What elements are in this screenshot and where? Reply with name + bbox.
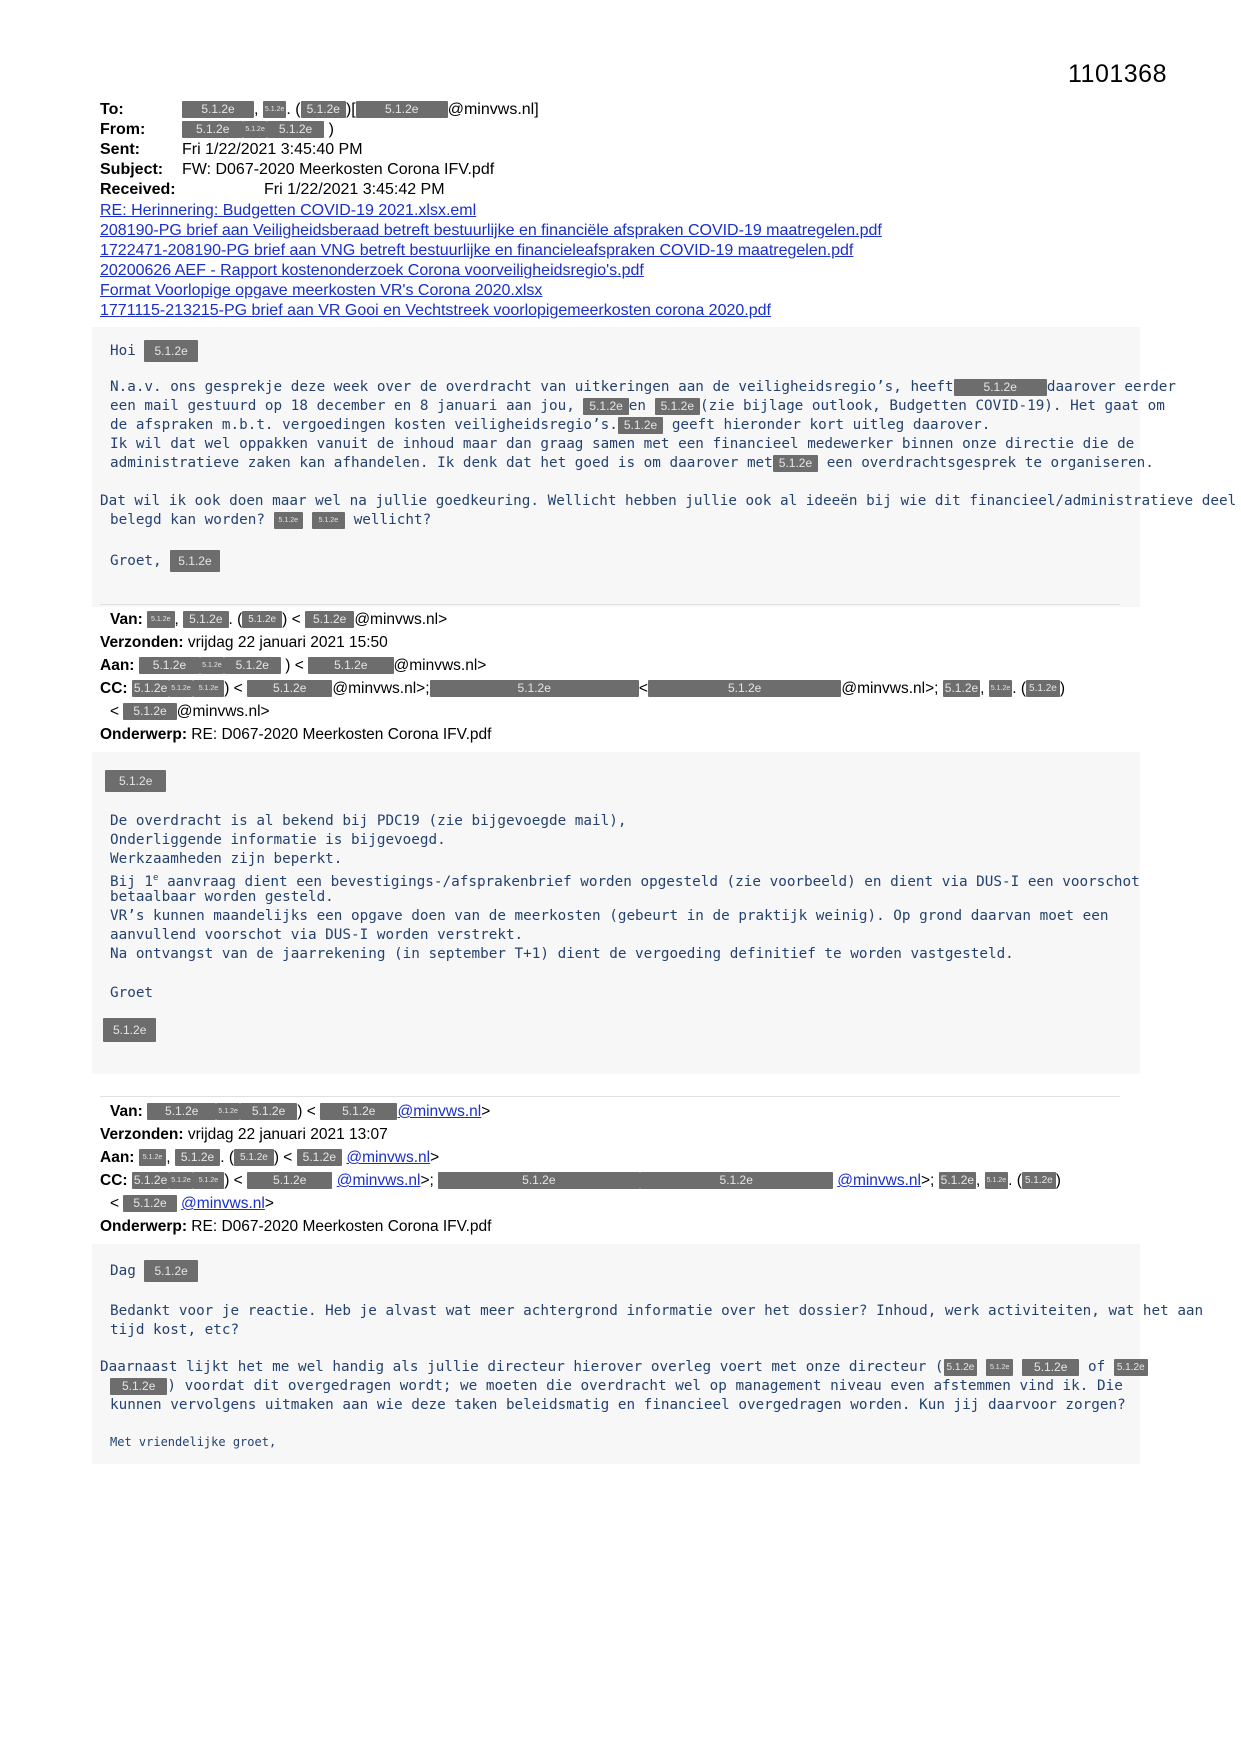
aan-label: Aan: xyxy=(100,1149,135,1166)
redaction: 5.1.2e xyxy=(139,1149,166,1166)
greeting xyxy=(110,340,198,362)
redaction: 5.1.2e xyxy=(123,1195,176,1212)
redaction: 5.1.2e xyxy=(234,1149,274,1166)
from-row: From: 5.1.2e 5.1.2e 5.1.2e ) xyxy=(100,121,334,138)
redaction: 5.1.2e xyxy=(356,101,448,118)
sent-row xyxy=(100,140,539,160)
paragraph-line: Werkzaamheden zijn beperkt. xyxy=(110,851,343,867)
text: daarover eerder xyxy=(1046,379,1177,395)
paragraph-line xyxy=(100,1358,1148,1377)
redaction: 5.1.2e xyxy=(312,512,345,529)
text: en xyxy=(628,398,647,414)
text: Groet, xyxy=(110,553,162,569)
cc-row: CC: 5.1.2e 5.1.2e 5.1.2e ) < 5.1.2e @minvws.nl>; 5.1.2e < 5.1.2e @minvws.nl>; 5.1.2e , 5.1.2e . ( 5.1.2e ) xyxy=(100,680,1066,697)
message-body-3 xyxy=(92,1244,1140,1464)
redaction: 5.1.2e xyxy=(655,398,700,415)
redaction: 5.1.2e xyxy=(1022,1359,1079,1376)
paragraph-line: VR’s kunnen maandelijks een opgave doen van de meerkosten (gebeurt in de praktijk weinig). Op grond daarvan moet een xyxy=(110,908,1109,924)
text: geeft hieronder kort uitleg daarover. xyxy=(671,417,991,433)
paragraph-line: aanvullend voorschot via DUS-I worden verstrekt. xyxy=(110,927,524,943)
redaction: 5.1.2e xyxy=(640,1172,833,1189)
closing: Groet xyxy=(110,985,154,1001)
redaction: 5.1.2e xyxy=(224,657,281,674)
redaction: 5.1.2e xyxy=(147,611,174,628)
redaction: 5.1.2e xyxy=(240,1103,297,1120)
onderwerp-value: RE: D067-2020 Meerkosten Corona IFV.pdf xyxy=(191,1218,492,1235)
divider xyxy=(100,1096,1120,1097)
redaction: 5.1.2e xyxy=(193,680,224,697)
redaction: 5.1.2e xyxy=(110,1378,167,1395)
cc-row: CC: 5.1.2e 5.1.2e 5.1.2e ) < 5.1.2e @minvws.nl>; 5.1.2e 5.1.2e @minvws.nl>; 5.1.2e , 5.1.2e . ( 5.1.2e ) xyxy=(100,1172,1061,1189)
redaction: 5.1.2e xyxy=(944,1359,978,1376)
redaction: 5.1.2e xyxy=(263,101,286,118)
paragraph-line xyxy=(110,1377,1123,1396)
paragraph-line: Na ontvangst van de jaarrekening (in september T+1) dient de vergoeding definitief te worden vastgesteld. xyxy=(110,946,1014,962)
closing xyxy=(110,550,220,572)
text: een mail gestuurd op 18 december en 8 januari aan jou, xyxy=(110,398,575,414)
onderwerp-label: Onderwerp: xyxy=(100,1218,187,1235)
paragraph-line: kunnen vervolgens uitmaken aan wie deze taken beleidsmatig en financieel overgedragen worden. Kun jij daarvoor zorgen? xyxy=(110,1397,1126,1413)
redaction: 5.1.2e xyxy=(267,121,324,138)
redaction: 5.1.2e xyxy=(247,680,332,697)
redaction: 5.1.2e xyxy=(133,681,168,696)
redaction: 5.1.2e xyxy=(216,1103,239,1120)
redaction: 5.1.2e xyxy=(242,611,282,628)
cc-domain[interactable]: @minvws.nl xyxy=(837,1172,921,1189)
van-label: Van: xyxy=(110,611,143,628)
verzonden-row xyxy=(100,631,388,654)
text: of xyxy=(1088,1359,1106,1375)
received-value: Fri 1/22/2021 3:45:42 PM xyxy=(264,181,445,198)
verzonden-value: vrijdag 22 januari 2021 13:07 xyxy=(187,1126,388,1143)
redaction: 5.1.2e xyxy=(308,657,393,674)
sent-value: Fri 1/22/2021 3:45:40 PM xyxy=(182,141,363,158)
paragraph-line xyxy=(110,454,1154,473)
text: Bij 1 xyxy=(110,873,154,890)
aan-label: Aan: xyxy=(100,657,135,674)
cc-domain[interactable]: @minvws.nl xyxy=(181,1195,265,1212)
text: N.a.v. ons gesprekje deze week over de overdracht van uitkeringen aan de veiligheidsregio’s, heeft xyxy=(110,379,954,395)
redaction: 5.1.2e xyxy=(105,770,166,792)
verzonden-row xyxy=(100,1123,388,1146)
to-domain: @minvws.nl] xyxy=(447,101,539,118)
redaction: 5.1.2e xyxy=(301,101,346,118)
paragraph-line xyxy=(110,511,431,530)
aan-domain[interactable]: @minvws.nl xyxy=(346,1149,431,1166)
aan-domain: @minvws.nl> xyxy=(393,657,487,674)
redaction: 5.1.2e xyxy=(940,1173,975,1188)
redaction: 5.1.2e xyxy=(989,680,1012,697)
onderwerp-row xyxy=(100,723,491,746)
redaction: 5.1.2e xyxy=(123,703,176,720)
redaction: 5.1.2e xyxy=(944,681,979,696)
paragraph-line: Ik wil dat wel oppakken vanuit de inhoud maar dan graag samen met een financieel medewerker binnen onze directie die de xyxy=(110,436,1135,452)
redaction: 5.1.2e xyxy=(169,680,192,697)
redaction: 5.1.2e xyxy=(985,1172,1008,1189)
cc-row-cont: < 5.1.2e @minvws.nl> xyxy=(110,703,270,720)
text: de afspraken m.b.t. vergoedingen kosten veiligheidsregio’s. xyxy=(110,417,618,433)
paragraph-line: betaalbaar worden gesteld. xyxy=(110,889,334,905)
redaction: 5.1.2e xyxy=(1022,1172,1056,1189)
redaction: 5.1.2e xyxy=(169,1172,192,1189)
redaction: 5.1.2e xyxy=(147,1103,216,1120)
redaction: 5.1.2e xyxy=(438,1172,639,1189)
signature-name xyxy=(103,1018,156,1042)
redaction: 5.1.2e xyxy=(139,657,200,674)
redaction: 5.1.2e xyxy=(320,1103,397,1120)
paragraph-line: Onderliggende informatie is bijgevoegd. xyxy=(110,832,446,848)
attachment-link[interactable]: Format Voorlopige opgave meerkosten VR's Corona 2020.xlsx xyxy=(100,282,543,299)
attachment-link[interactable]: 1771115-213215-PG brief aan VR Gooi en Vechtstreek voorlopigemeerkosten corona 2020.pdf xyxy=(100,302,771,319)
attachment-link[interactable]: 20200626 AEF - Rapport kostenonderzoek Corona voorveiligheidsregio's.pdf xyxy=(100,262,644,279)
superscript: e xyxy=(153,873,159,883)
redaction: 5.1.2e xyxy=(618,417,663,434)
cc-domain: @minvws.nl> xyxy=(176,703,270,720)
text: (zie bijlage outlook, Budgetten COVID-19). Het gaat om xyxy=(700,398,1165,414)
to-row: To: 5.1.2e , 5.1.2e . ( 5.1.2e )[ 5.1.2e @minvws.nl] xyxy=(100,101,539,118)
greeting xyxy=(110,1260,198,1282)
redaction: 5.1.2e xyxy=(1114,1359,1148,1376)
redaction: 5.1.2e xyxy=(144,1260,197,1282)
redaction: 5.1.2e xyxy=(243,121,266,138)
van-label: Van: xyxy=(110,1103,143,1120)
greeting-text: Hoi xyxy=(110,343,136,359)
cc-row-cont: < 5.1.2e @minvws.nl> xyxy=(110,1195,274,1212)
redaction: 5.1.2e xyxy=(583,398,628,415)
redaction: 5.1.2e xyxy=(274,512,303,529)
cc-domain: @minvws.nl>; xyxy=(332,680,430,697)
text: belegd kan worden? xyxy=(110,512,265,528)
redaction: 5.1.2e xyxy=(297,1149,342,1166)
redaction: 5.1.2e xyxy=(183,611,228,628)
recipient-name xyxy=(105,770,166,792)
onderwerp-value: RE: D067-2020 Meerkosten Corona IFV.pdf xyxy=(191,726,492,743)
aan-row: Aan: 5.1.2e , 5.1.2e . ( 5.1.2e ) < 5.1.2e @minvws.nl> xyxy=(100,1149,440,1166)
closing: Met vriendelijke groet, xyxy=(110,1435,277,1449)
text: Daarnaast lijkt het me wel handig als jullie directeur hierover overleg voert met onze directeur ( xyxy=(100,1359,944,1375)
redaction: 5.1.2e xyxy=(430,680,639,697)
text: aanvraag dient een bevestigings-/afsprakenbrief worden opgesteld (zie voorbeeld) en dient via DUS-I een voorschot xyxy=(158,873,1140,890)
subject-row xyxy=(100,160,539,180)
paragraph-line xyxy=(110,416,990,435)
to-label: To: xyxy=(100,101,124,118)
text: wellicht? xyxy=(353,512,432,528)
attachment-list xyxy=(100,201,882,321)
redaction: 5.1.2e xyxy=(193,1172,224,1189)
text: een overdrachtsgesprek te organiseren. xyxy=(826,455,1154,471)
received-label: Received: xyxy=(100,181,176,198)
redaction: 5.1.2e xyxy=(133,1173,168,1188)
paragraph-line: De overdracht is al bekend bij PDC19 (zie bijgevoegde mail), xyxy=(110,813,627,829)
divider xyxy=(100,604,1120,605)
subject-value: FW: D067-2020 Meerkosten Corona IFV.pdf xyxy=(182,161,495,178)
redaction: 5.1.2e xyxy=(200,657,223,674)
email-header xyxy=(100,100,539,200)
verzonden-label: Verzonden: xyxy=(100,634,184,651)
paragraph-line: Dat wil ik ook doen maar wel na jullie goedkeuring. Wellicht hebben jullie ook al ideeën bij wie dit financieel/administratieve deel xyxy=(100,493,1237,509)
redaction: 5.1.2e xyxy=(175,1149,220,1166)
paragraph-line xyxy=(110,397,1165,416)
text: Dag xyxy=(110,1263,136,1279)
verzonden-label: Verzonden: xyxy=(100,1126,184,1143)
van-row: Van: 5.1.2e 5.1.2e 5.1.2e ) < 5.1.2e @minvws.nl> xyxy=(110,1103,491,1120)
redaction: 5.1.2e xyxy=(305,611,354,628)
redaction: 5.1.2e xyxy=(247,1172,332,1189)
from-label: From: xyxy=(100,121,146,138)
van-domain[interactable]: @minvws.nl xyxy=(397,1103,482,1120)
cc-label: CC: xyxy=(100,680,128,697)
redaction: 5.1.2e xyxy=(648,680,841,697)
redaction: 5.1.2e xyxy=(103,1018,156,1042)
text: ) voordat dit overgedragen wordt; we moeten die overdracht wel op management niveau even afstemmen vind ik. Die xyxy=(167,1378,1123,1394)
redaction: 5.1.2e xyxy=(144,340,197,362)
verzonden-value: vrijdag 22 januari 2021 15:50 xyxy=(187,634,388,651)
paragraph-line xyxy=(110,378,1176,397)
subject-label: Subject: xyxy=(100,161,164,178)
text: administratieve zaken kan afhandelen. Ik denk dat het goed is om daarover met xyxy=(110,455,773,471)
redaction: 5.1.2e xyxy=(986,1359,1013,1376)
attachment-link[interactable]: 1722471-208190-PG brief aan VNG betreft bestuurlijke en financieleafspraken COVID-19 maatregelen.pdf xyxy=(100,242,854,259)
cc-label: CC: xyxy=(100,1172,128,1189)
paragraph-line: Bedankt voor je reactie. Heb je alvast wat meer achtergrond informatie over het dossier? Inhoud, werk activiteiten, wat het aan xyxy=(110,1303,1204,1319)
redaction: 5.1.2e xyxy=(773,455,818,472)
redaction: 5.1.2e xyxy=(170,550,219,572)
van-row: Van: 5.1.2e , 5.1.2e . ( 5.1.2e ) < 5.1.2e @minvws.nl> xyxy=(110,611,448,628)
aan-row: Aan: 5.1.2e 5.1.2e 5.1.2e ) < 5.1.2e @minvws.nl> xyxy=(100,657,487,674)
attachment-link[interactable]: 208190-PG brief aan Veiligheidsberaad betreft bestuurlijke en financiële afspraken COVID-19 maatregelen.pdf xyxy=(100,222,882,239)
onderwerp-label: Onderwerp: xyxy=(100,726,187,743)
redaction: 5.1.2e xyxy=(1026,680,1060,697)
cc-domain[interactable]: @minvws.nl xyxy=(336,1172,421,1189)
sent-label: Sent: xyxy=(100,141,140,158)
document-number: 1101368 xyxy=(1068,60,1167,88)
redaction: 5.1.2e xyxy=(182,101,254,118)
van-domain: @minvws.nl> xyxy=(354,611,448,628)
redaction: 5.1.2e xyxy=(182,121,243,138)
cc-domain: @minvws.nl>; xyxy=(841,680,939,697)
onderwerp-row xyxy=(100,1215,491,1238)
redaction: 5.1.2e xyxy=(954,379,1047,396)
paragraph-line: tijd kost, etc? xyxy=(110,1322,240,1338)
received-row xyxy=(100,180,539,200)
attachment-link[interactable]: RE: Herinnering: Budgetten COVID-19 2021.xlsx.eml xyxy=(100,202,477,219)
